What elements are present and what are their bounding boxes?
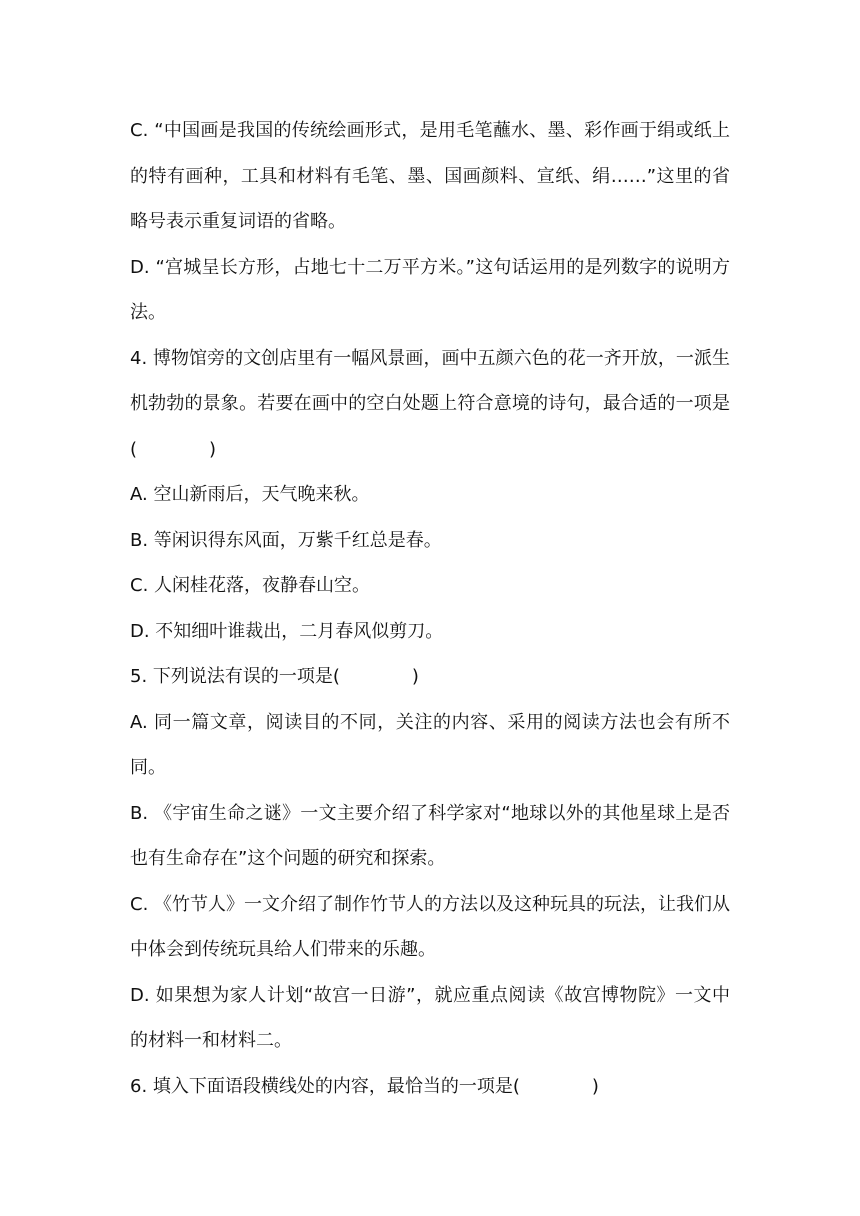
option-c-q5: C. 《竹节人》一文介绍了制作竹节人的方法以及这种玩具的玩法，让我们从中体会到传统玩具给人们带来的乐趣。: [130, 893, 731, 960]
question-6: 6. 填入下面语段横线处的内容，最恰当的一项是( ): [130, 1075, 599, 1097]
option-c-q3: C. “中国画是我国的传统绘画形式，是用毛笔蘸水、墨、彩作画于绢或纸上的特有画种，工具和材料有毛笔、墨、国画颜料、宣纸、绢……”这里的省略号表示重复词语的省略。: [130, 120, 730, 232]
option-b-q5: B. 《宇宙生命之谜》一文主要介绍了科学家对“地球以外的其他星球上是否也有生命存在”这个问题的研究和探索。: [130, 802, 730, 869]
option-d-q4: D. 不知细叶谁裁出，二月春风似剪刀。: [130, 620, 444, 642]
option-d-q3: D. “宫城呈长方形，占地七十二万平方米。”这句话运用的是列数字的说明方法。: [130, 256, 730, 323]
document-page: [130, 108, 730, 1109]
option-a-q4: A. 空山新雨后，天气晚来秋。: [130, 484, 370, 505]
option-c-q4: C. 人闲桂花落，夜静春山空。: [130, 575, 371, 596]
option-a-q5: A. 同一篇文章，阅读目的不同，关注的内容、采用的阅读方法也会有所不同。: [130, 711, 730, 778]
option-b-q4: B. 等闲识得东风面，万紫千红总是春。: [130, 529, 442, 551]
option-d-q5: D. 如果想为家人计划“故宫一日游”，就应重点阅读《故宫博物院》一文中的材料一和材料二。: [130, 984, 730, 1051]
question-5: 5. 下列说法有误的一项是( ): [130, 666, 419, 687]
question-4: 4. 博物馆旁的文创店里有一幅风景画，画中五颜六色的花一齐开放，一派生机勃勃的景象。若要在画中的空白处题上符合意境的诗句，最合适的一项是( ): [130, 347, 730, 460]
